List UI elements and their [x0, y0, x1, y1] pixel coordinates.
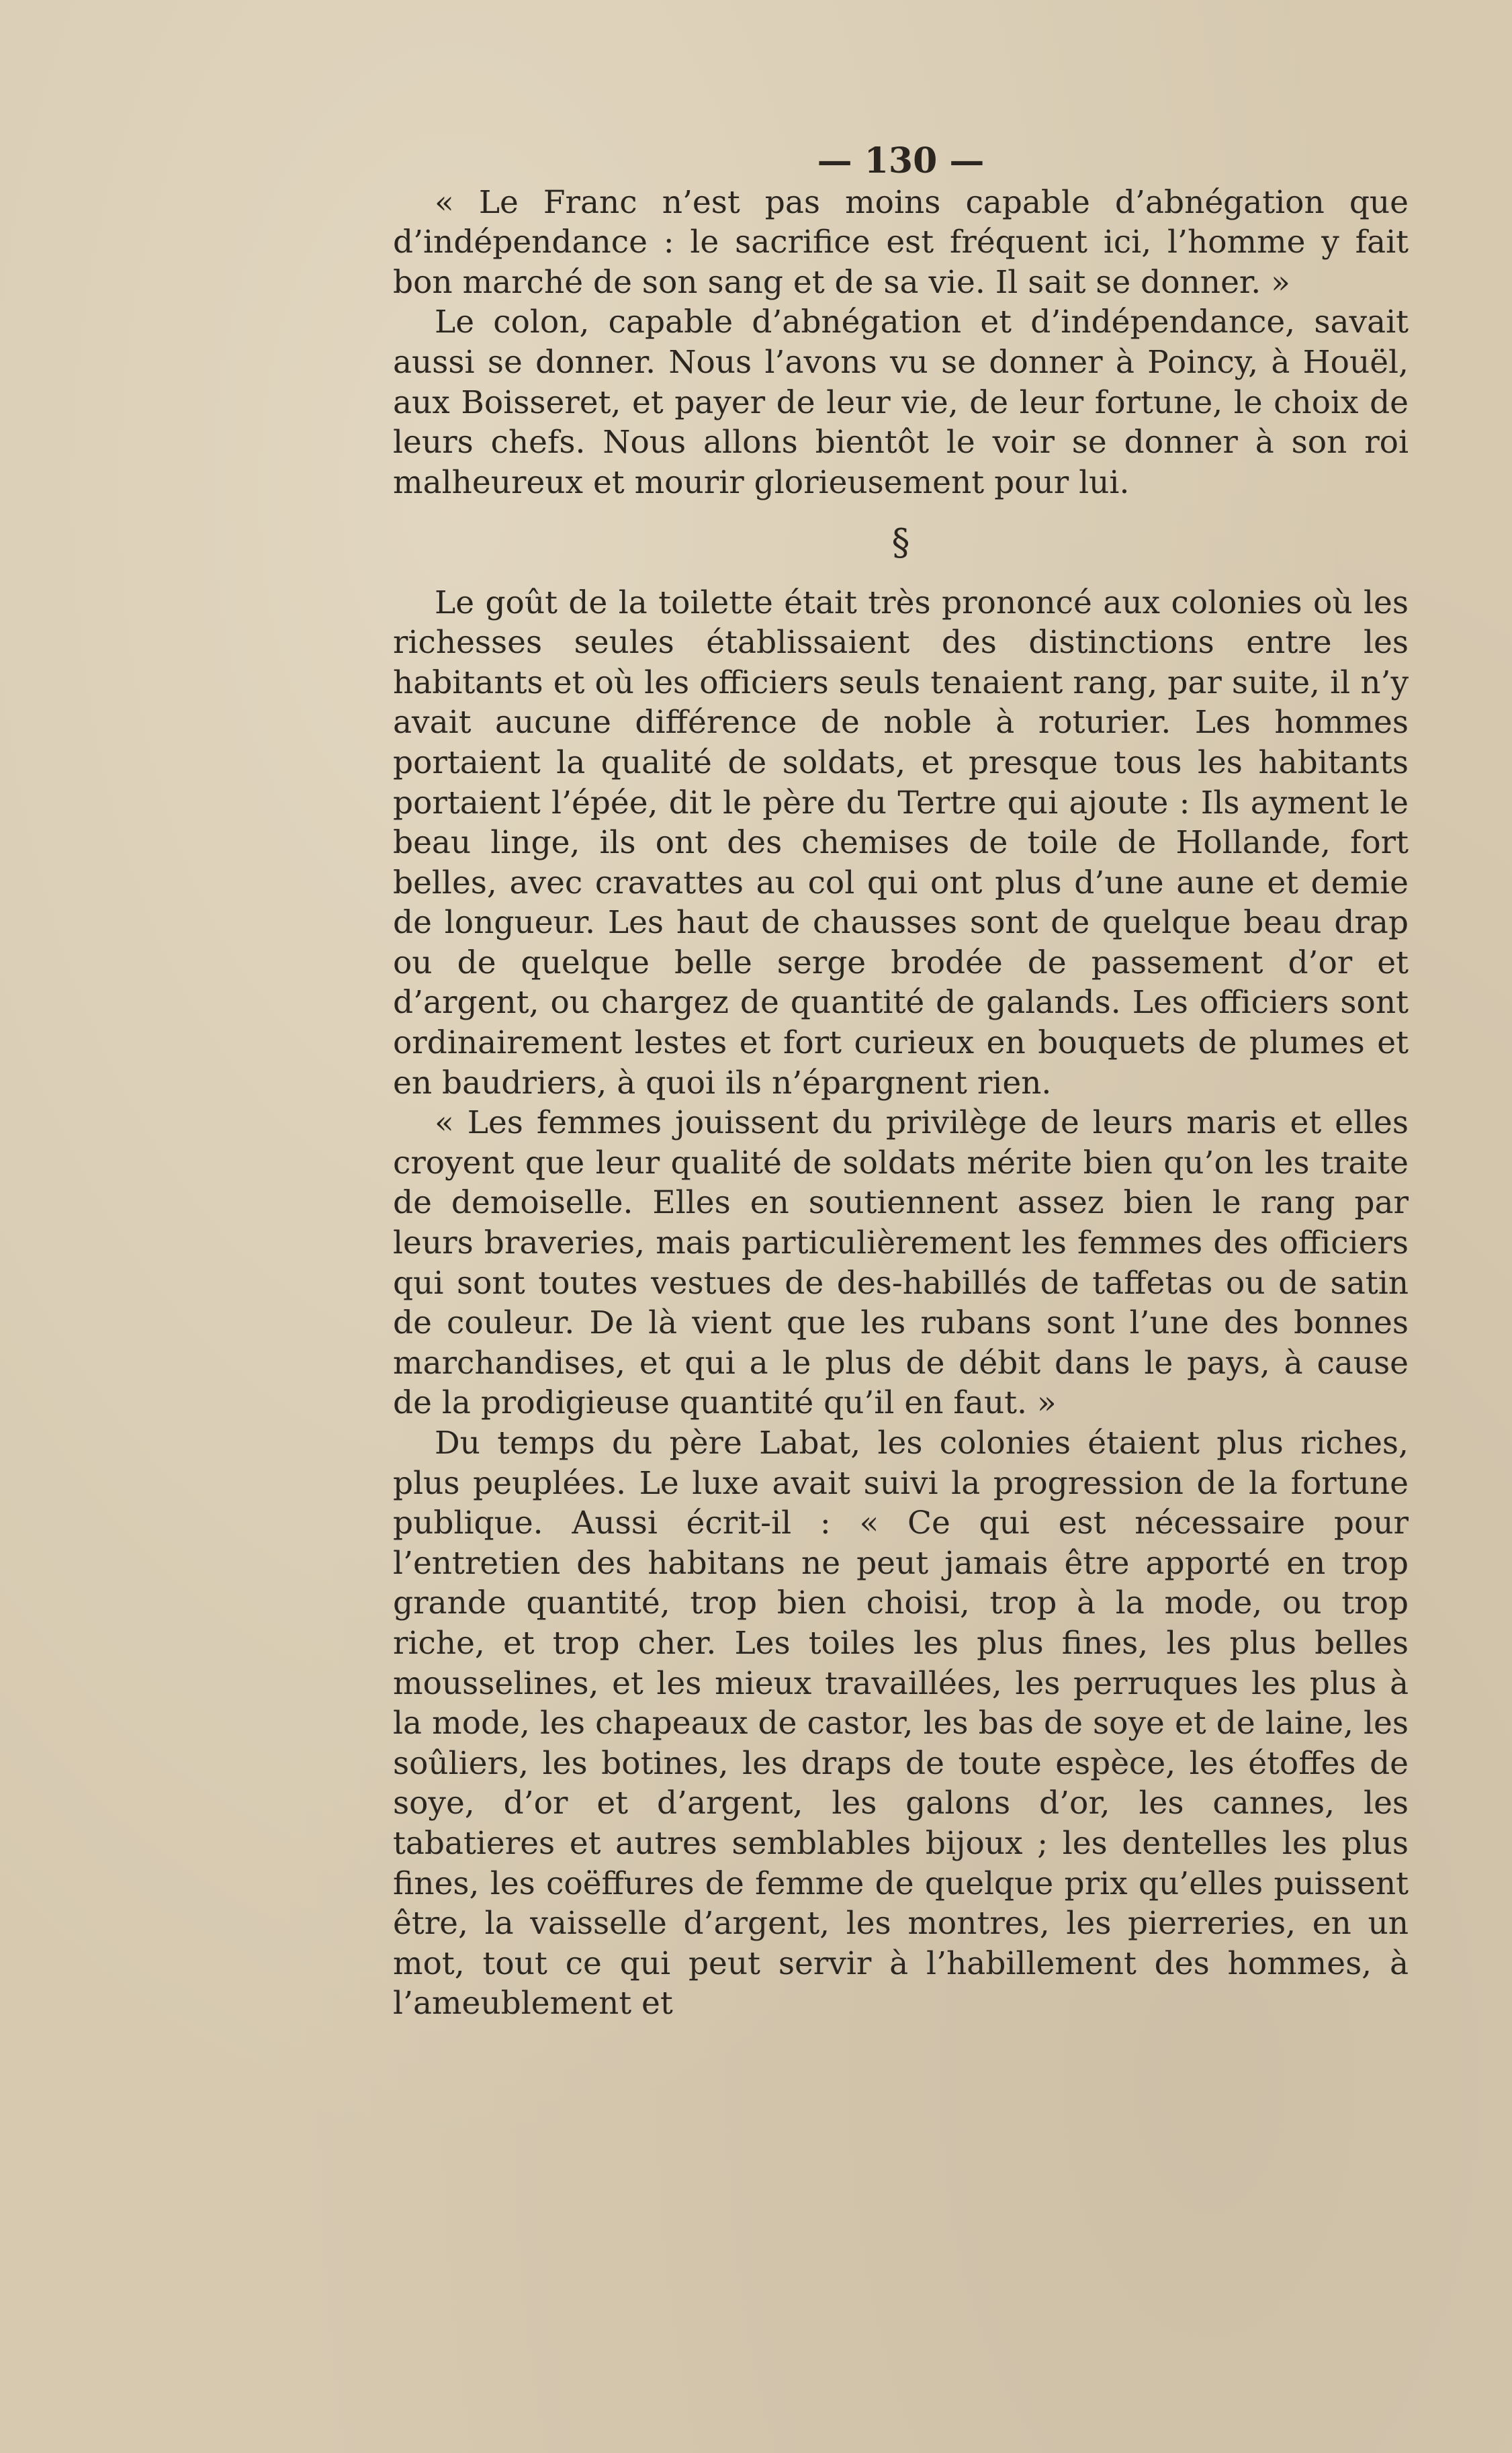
section-mark: § — [891, 521, 910, 564]
paragraph-pere-labat: Du temps du père Labat, les colonies étaient plus riches, plus peuplées. Le luxe avait suivi la progression de la fortune publique. Aussi écrit-il : « Ce qui est nécessaire pour l’entretien des habitans ne peut jamais être apporté en trop grande quantité, trop bien choisi, trop à la mode, ou trop riche, et trop cher. Les toiles les plus fines, les plus belles mousselines, et les mieux travaillées, les perruques les plus à la mode, les chapeaux de castor, les bas de soye et de laine, les soûliers, les botines, les draps de toute espèce, les étoffes de soye, d’or et d’argent, les galons d’or, les cannes, les tabatieres et autres semblables bijoux ; les dentelles les plus fines, les coëffures de femme de quelque prix qu’elles puissent être, la vaisselle d’argent, les montres, les pierreries, en un mot, tout ce qui peut servir à l’habillement des hommes, à l’ameublement et — [393, 1425, 1409, 2022]
page-text-block — [393, 141, 1409, 2024]
paragraph-quote-franc: « Le Franc n’est pas moins capable d’abnégation que d’indépendance : le sacrifice est fréquent ici, l’homme y fait bon marché de son sang et de sa vie. Il sait se donner. » — [393, 183, 1409, 301]
paragraph-quote-femmes: « Les femmes jouissent du privilège de leurs maris et elles croyent que leur qualité de soldats mérite bien qu’on les traite de demoiselle. Elles en soutiennent assez bien le rang par leurs braveries, mais particulièrement les femmes des officiers qui sont toutes vestues de des-habillés de taffetas ou de satin de couleur. De là vient que les rubans sont l’une des bonnes marchandises, et qui a le plus de débit dans le pays, à cause de la prodigieuse quantité qu’il en faut. » — [393, 1104, 1409, 1422]
paragraph-gout-toilette: Le goût de la toilette était très prononcé aux colonies où les richesses seules établissaient des distinctions entre les habitants et où les officiers seuls tenaient rang, par suite, il n’y avait aucune différence de noble à roturier. Les hommes portaient la qualité de soldats, et presque tous les habitants portaient l’épée, dit le père du Tertre qui ajoute : Ils ayment le beau linge, ils ont des chemises de toile de Hollande, fort belles, avec cravattes au col qui ont plus d’une aune et demie de longueur. Les haut de chausses sont de quelque beau drap ou de quelque belle serge brodée de passement d’or et d’argent, ou chargez de quantité de galands. Les officiers sont ordinairement lestes et fort curieux en bouquets de plumes et en baudriers, à quoi ils n’épargnent rien. — [393, 584, 1409, 1102]
page-number: — 130 — — [817, 140, 985, 181]
paragraph-colon-se-donner: Le colon, capable d’abnégation et d’indépendance, savait aussi se donner. Nous l’avons vu se donner à Poincy, à Houël, aux Boisseret, et payer de leur vie, de leur fortune, le choix de leurs chefs. Nous allons bientôt le voir se donner à son roi malheureux et mourir glorieusement pour lui. — [393, 304, 1409, 501]
